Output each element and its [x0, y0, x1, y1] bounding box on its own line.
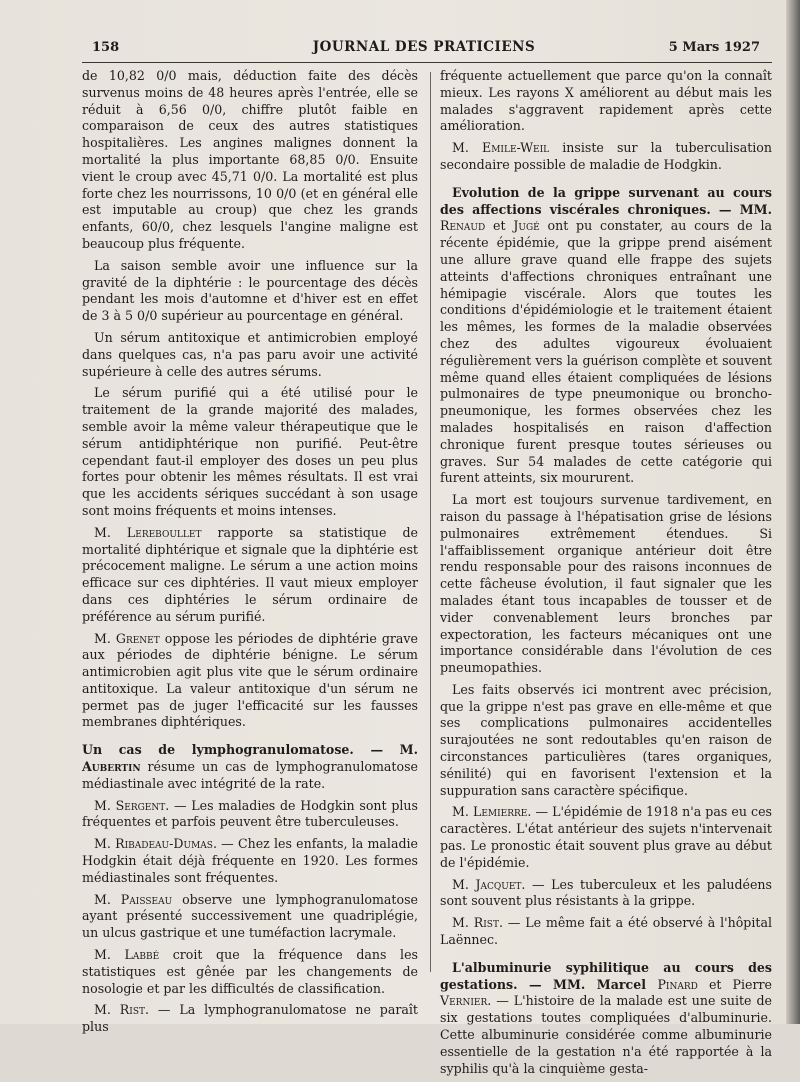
- header-rule: [82, 62, 772, 63]
- speaker-name: M. Aubertin: [82, 742, 418, 775]
- section-heading: Evolution de la grippe survenant au cours des affections viscérales chroniques.: [440, 184, 772, 217]
- speaker-name: M. Labbé: [94, 947, 160, 963]
- paragraph-text: oppose les périodes de diphtérie grave aux périodes de diphtérie bénigne. Le sérum antimicrobien agit plus vite que le sérum ordinaire antitoxique. La valeur antitoxique d'un sérum ne permet pas de juger l'efficacité sur les fausses membranes diphtériques.: [82, 630, 418, 730]
- paragraph: La saison semble avoir une influence sur la gravité de la diphtérie : le pourcentage des décès pendant les mois d'automne et d'hiver est en effet de 3 à 5 0/0 supérieur au pourcentage en général.: [82, 257, 418, 324]
- speaker-name: M. Jacquet.: [452, 876, 526, 892]
- paragraph: [440, 877, 772, 911]
- paragraph: Le sérum purifié qui a été utilisé pour le traitement de la grande majorité des malades, semble avoir la même valeur thérapeutique que le sérum antidiphtérique non purifié. Peut-être cependant faut-il employer des doses un peu plus fortes pour obtenir les mêmes résultats. Il est vrai que les accidents sériques succédant à son usage sont moins fréquents et moins intenses.: [82, 385, 418, 518]
- paragraph-text: insiste sur la tuberculisation secondaire possible de maladie de Hodgkin.: [440, 140, 772, 172]
- speaker-name: M. Lemierre.: [452, 804, 532, 820]
- speaker-name: M. Paisseau: [94, 891, 173, 907]
- conjunction: et: [485, 218, 514, 234]
- paragraph: Un sérum antitoxique et antimicrobien employé dans quelques cas, n'a pas paru avoir une activité supérieure à celle des autres sérums.: [82, 329, 418, 379]
- paragraph: Les faits observés ici montrent avec précision, que la grippe n'est pas grave en elle-même et que ses complications pulmonaires accidentelles surajoutées ne sont redoutables qu'en raison de circonstances particulières (tares organiques, sénilité) qui en favorisent l'extension et la suppuration sans caractère spécifique.: [440, 681, 772, 798]
- paragraph-text: rapporte sa statistique de mortalité diphtérique et signale que la diphtérie est précocement maligne. Le sérum a une action moins efficace sur ces diphtéries. Il vaut mieux employer dans ces diphtéries le sérum ordinaire de préférence au sérum purifié.: [82, 524, 418, 624]
- heading-dash: —: [353, 742, 400, 758]
- heading-dash: — MM. Marcel: [517, 976, 658, 992]
- speaker-name: M. Grenet: [94, 630, 160, 646]
- speaker-name: M. Emile-Weil: [452, 140, 550, 156]
- speaker-name: M. Lereboullet: [94, 524, 202, 540]
- speaker-name: Vernier.: [440, 993, 492, 1009]
- paragraph: [82, 1002, 418, 1036]
- paragraph-text: — Chez les enfants, la maladie Hodgkin était déjà fréquente en 1920. Les formes médiastinales sont fréquentes.: [82, 836, 418, 885]
- paragraph: [82, 947, 418, 997]
- speaker-name: Jugé: [513, 218, 540, 234]
- paragraph: fréquente actuellement que parce qu'on la connaît mieux. Les rayons X améliorent au début mais les malades s'aggravent rapidement après cette amélioration.: [440, 68, 772, 134]
- right-column: [440, 68, 772, 1082]
- column-divider: [430, 72, 431, 972]
- paragraph: La mort est toujours survenue tardivement, en raison du passage à l'hépatisation grise de lésions pulmonaires extrêmement étendues. Si l'affaiblissement organique antérieur doit être rendu responsable pour des raisons inconnues de cette fâcheuse évolution, il faut signaler que les malades étant tous incapables de tousser et de vider convenablement leurs bronches par expectoration, les facteurs mécaniques ont une importance considérable dans l'évolution de ces pneumopathies.: [440, 492, 772, 676]
- section-heading: L'albuminurie syphilitique au cours des gestations.: [440, 959, 772, 992]
- left-column: [82, 68, 418, 1041]
- paragraph: [82, 836, 418, 886]
- page-header: [88, 36, 760, 60]
- paragraph: [440, 804, 772, 871]
- paragraph: [82, 631, 418, 732]
- paragraph: [82, 892, 418, 942]
- paragraph-text: — Les tuberculeux et les paludéens sont souvent plus résistants à la grippe.: [440, 876, 772, 909]
- paragraph-text: croit que la fréquence dans les statistiques est gênée par les changements de nosologie et par les difficultés de classification.: [82, 947, 418, 996]
- heading-dash: — MM.: [710, 201, 772, 217]
- section-paragraph: [82, 742, 418, 792]
- paragraph-text: observe une lymphogranulomatose ayant présenté successivement une quadriplégie, un ulcus gastrique et une tuméfaction lacrymale.: [82, 891, 418, 941]
- speaker-name: M. Sergent.: [94, 797, 170, 813]
- speaker-name: Renaud: [440, 218, 486, 234]
- paragraph-text: — La lymphogranulomatose ne paraît plus: [82, 1002, 418, 1035]
- issue-date: 5 Mars 1927: [668, 40, 760, 55]
- paragraph: de 10,82 0/0 mais, déduction faite des décès survenus moins de 48 heures après l'entrée, elle se réduit à 6,56 0/0, chiffre plutôt faible en comparaison de ceux des autres statistiques hospitalières. Les angines malignes donnent la mortalité la plus importante 68,85 0/0. Ensuite vient le croup avec 45,71 0/0. La mortalité est plus forte chez les nourrissons, 10 0/0 (et en général elle est imputable au croup) que chez les grands enfants, 60/0, chez lesquels l'angine maligne est beaucoup plus fréquente.: [82, 68, 418, 251]
- paragraph-text: — Les maladies de Hodgkin sont plus fréquentes et parfois peuvent être tuberculeuses.: [82, 797, 418, 830]
- page-binding-edge: [786, 0, 800, 1024]
- paragraph: [82, 798, 418, 832]
- section-heading: Un cas de lymphogranulomatose.: [82, 742, 354, 758]
- journal-title: JOURNAL DES PRATICIENS: [312, 39, 536, 55]
- paragraph-text: — L'épidémie de 1918 n'a pas eu ces caractères. L'état antérieur des sujets n'intervenait pas. Le pronostic était souvent plus grave au début de l'épidémie.: [440, 804, 772, 870]
- paragraph: [440, 915, 772, 949]
- speaker-name: M. Rist.: [452, 915, 503, 931]
- paragraph-text: — L'histoire de la malade est une suite de six gestations toutes compliquées d'albuminurie. Cette albuminurie considérée comme albuminurie essentielle de la gestation n'a été rapportée à la syphilis qu'à la cinquième gesta-: [440, 993, 772, 1076]
- section-paragraph: [440, 960, 772, 1078]
- paragraph-text: résume un cas de lymphogranulomatose médiastinale avec intégrité de la rate.: [82, 759, 418, 791]
- paragraph-text: ont pu constater, au cours de la récente épidémie, que la grippe prend aisément une allure grave quand elle frappe des sujets atteints d'affections chroniques entraînant une hémipagie viscérale. Alors que toutes les conditions d'épidémiologie et le traitement étaient les mêmes, les formes de la maladie observées chez des adultes vigoureux évoluaient régulièrement vers la guérison complète et souvent même quand elles étaient compliquées de lésions pulmonaires de type pneumonique ou broncho-pneumonique, les formes observées chez les malades hospitalisés en raison d'affection chronique furent presque toutes sérieuses ou graves. Sur 54 malades de cette catégorie qui furent atteints, six moururent.: [440, 218, 772, 486]
- paragraph-text: — Le même fait a été observé à l'hôpital Laënnec.: [440, 915, 772, 948]
- paragraph: [440, 140, 772, 174]
- section-paragraph: [440, 185, 772, 487]
- speaker-name: M. Ribadeau-Dumas.: [94, 836, 217, 852]
- conjunction: et Pierre: [697, 976, 772, 992]
- speaker-name: M. Rist.: [94, 1002, 150, 1018]
- page-number: 158: [92, 40, 120, 55]
- paragraph: [82, 525, 418, 626]
- speaker-name: Pinard: [657, 976, 698, 992]
